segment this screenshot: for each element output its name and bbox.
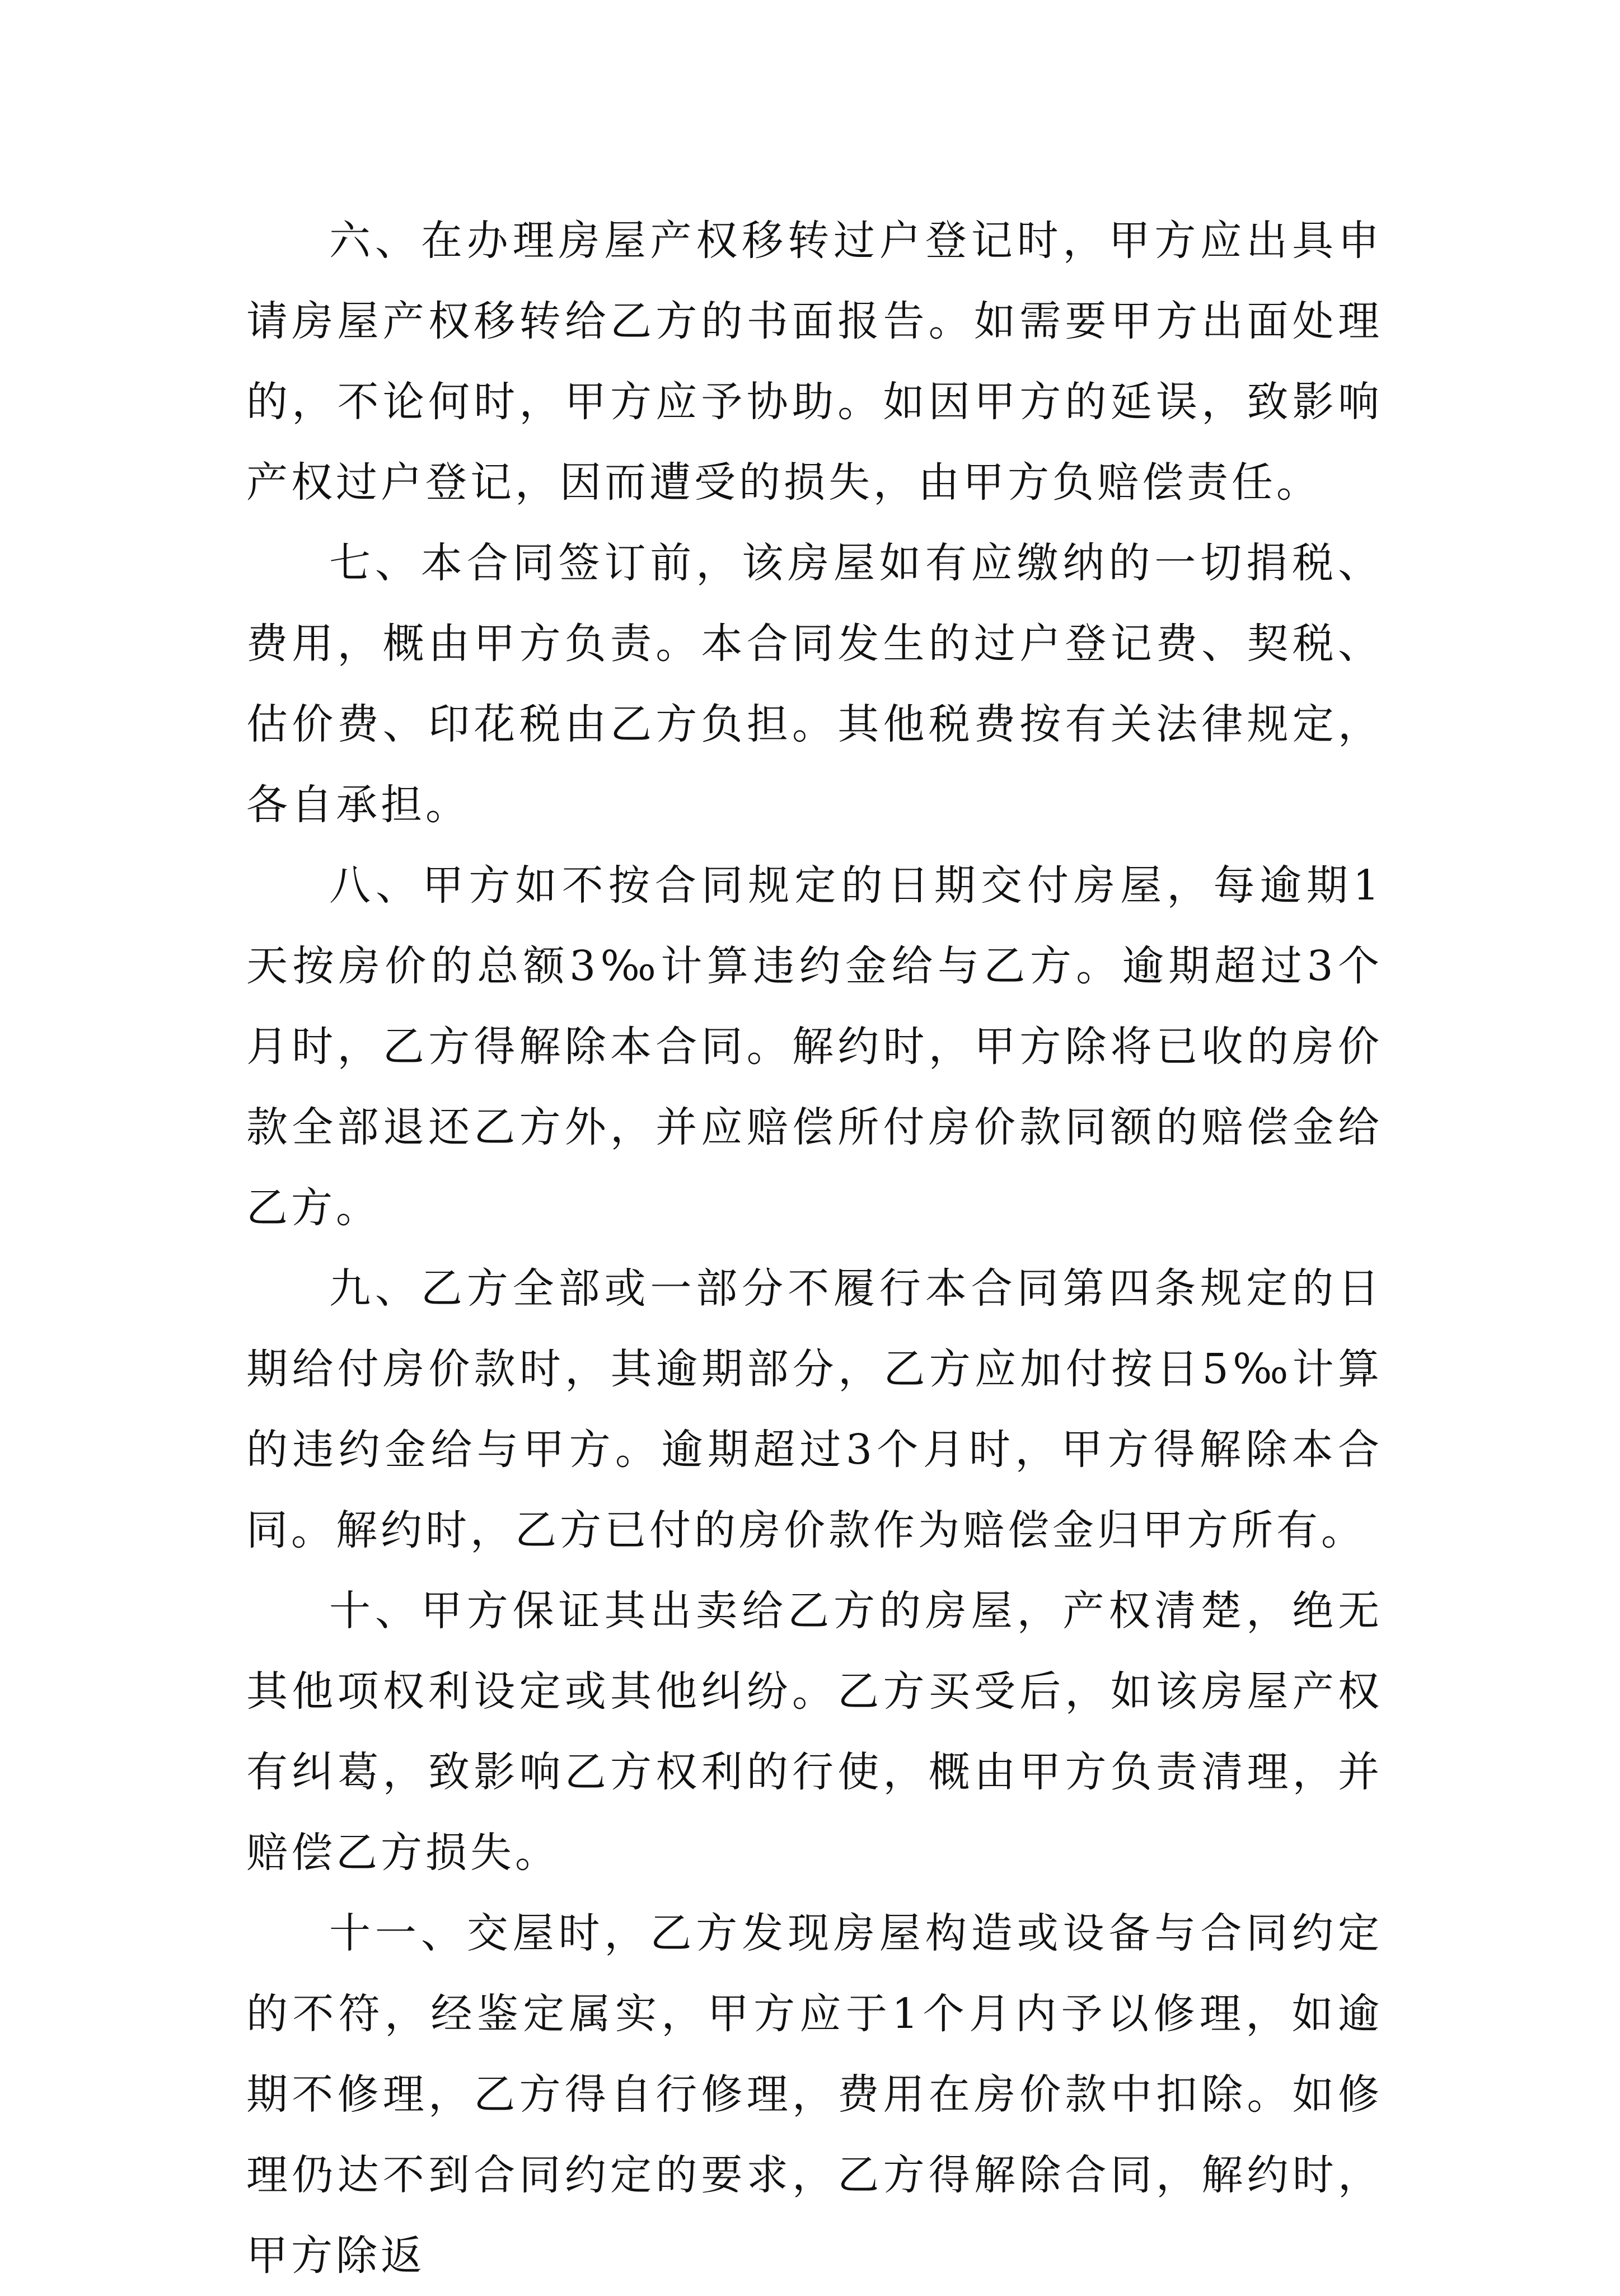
paragraph-clause-8: 八、甲方如不按合同规定的日期交付房屋，每逾期1天按房价的总额3‰计算违约金给与乙方。逾期超过3个月时，乙方得解除本合同。解约时，甲方除将已收的房价款全部退还乙方外，并应赔偿所付房价款同额的赔偿金给乙方。 — [246, 861, 1383, 1232]
document-body — [246, 200, 1383, 2296]
paragraph-clause-10: 十、甲方保证其出卖给乙方的房屋，产权清楚，绝无其他项权利设定或其他纠纷。乙方买受后，如该房屋产权有纠葛，致影响乙方权利的行使，概由甲方负责清理，并赔偿乙方损失。 — [246, 1587, 1383, 1877]
paragraph-clause-11: 十一、交屋时，乙方发现房屋构造或设备与合同约定的不符，经鉴定属实，甲方应于1个月内予以修理，如逾期不修理，乙方得自行修理，费用在房价款中扣除。如修理仍达不到合同约定的要求，乙方得解除合同，解约时，甲方除返 — [246, 1909, 1383, 2280]
paragraph-clause-6: 六、在办理房屋产权移转过户登记时，甲方应出具申请房屋产权移转给乙方的书面报告。如需要甲方出面处理的，不论何时，甲方应予协助。如因甲方的延误，致影响产权过户登记，因而遭受的损失，由甲方负赔偿责任。 — [246, 217, 1383, 507]
paragraph-clause-9: 九、乙方全部或一部分不履行本合同第四条规定的日期给付房价款时，其逾期部分，乙方应加付按日5‰计算的违约金给与甲方。逾期超过3个月时，甲方得解除本合同。解约时，乙方已付的房价款作为赔偿金归甲方所有。 — [246, 1264, 1383, 1554]
paragraph-clause-7: 七、本合同签订前，该房屋如有应缴纳的一切捐税、费用，概由甲方负责。本合同发生的过户登记费、契税、估价费、印花税由乙方负担。其他税费按有关法律规定，各自承担。 — [246, 539, 1383, 829]
